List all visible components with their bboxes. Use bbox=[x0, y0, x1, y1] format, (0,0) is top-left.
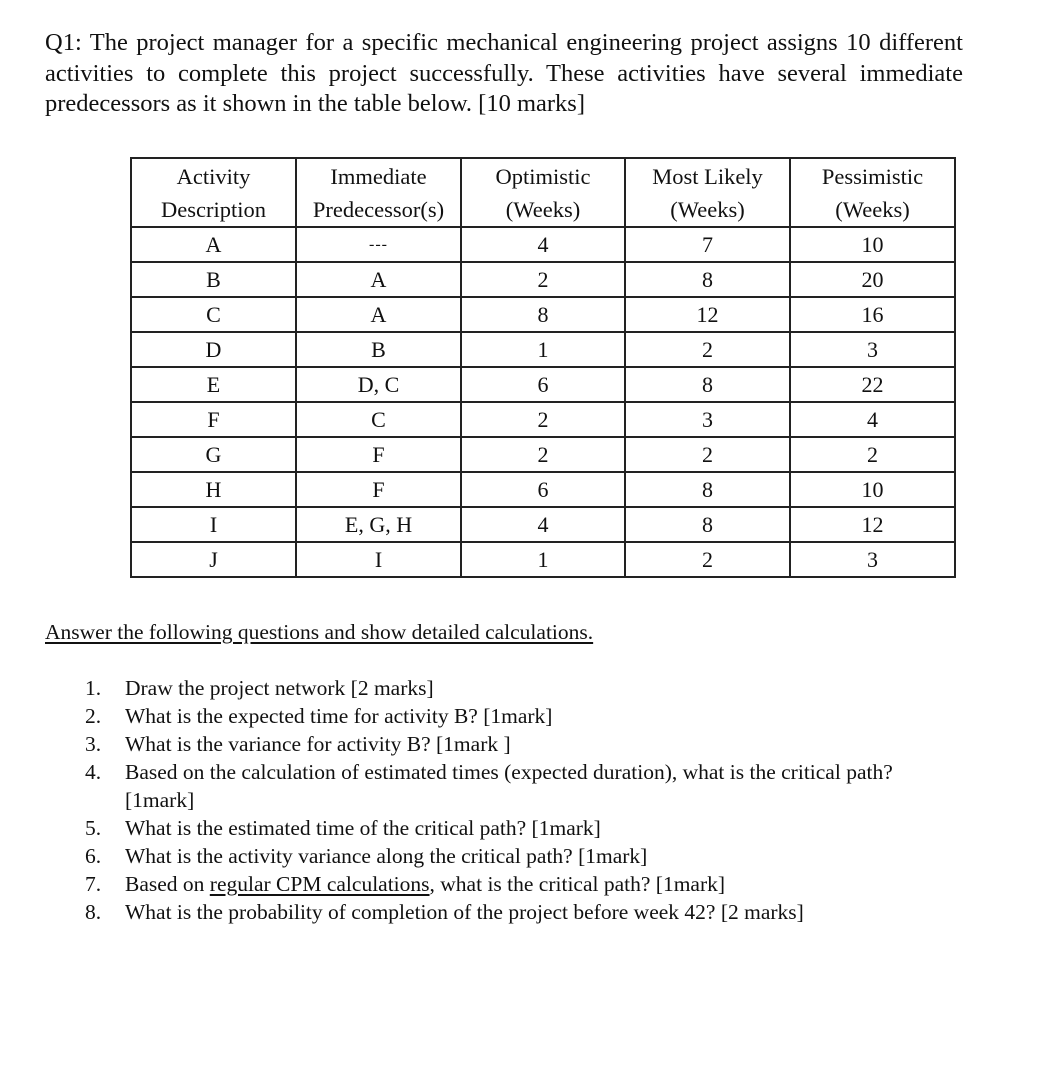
table-row bbox=[131, 297, 955, 332]
header-immediate-predecessors: Immediate Predecessor(s) bbox=[296, 158, 461, 227]
item-text: What is the activity variance along the critical path? [1mark] bbox=[125, 844, 648, 868]
item-number: 8. bbox=[85, 900, 102, 924]
cell-predecessors: --- bbox=[296, 227, 461, 262]
cell-most-likely: 2 bbox=[625, 437, 790, 472]
header-pessimistic: Pessimistic (Weeks) bbox=[790, 158, 955, 227]
item-text: What is the expected time for activity B? [1mark] bbox=[125, 704, 553, 728]
table-header-row bbox=[131, 158, 955, 227]
cell-activity: A bbox=[131, 227, 296, 262]
cell-most-likely: 8 bbox=[625, 262, 790, 297]
cell-pessimistic: 22 bbox=[790, 367, 955, 402]
table-row bbox=[131, 262, 955, 297]
cell-most-likely: 2 bbox=[625, 542, 790, 577]
item-text: What is the probability of completion of the project before week 42? [2 marks] bbox=[125, 900, 804, 924]
list-item bbox=[80, 814, 960, 842]
header-most-likely: Most Likely (Weeks) bbox=[625, 158, 790, 227]
question-intro: Q1: The project manager for a specific mechanical engineering project assigns 10 different activities to complete this project successfully. These activities have several immediate predecessors as it shown in the table below. [10 marks] bbox=[45, 29, 963, 117]
cell-predecessors: B bbox=[296, 332, 461, 367]
cell-most-likely: 7 bbox=[625, 227, 790, 262]
item-text-before: Based on bbox=[125, 872, 210, 896]
table-row bbox=[131, 542, 955, 577]
item-text: Based on the calculation of estimated times (expected duration), what is the critical path? [1mark] bbox=[125, 760, 893, 812]
list-item bbox=[80, 870, 960, 898]
header-optimistic: Optimistic (Weeks) bbox=[461, 158, 625, 227]
cell-predecessors: C bbox=[296, 402, 461, 437]
cell-optimistic: 8 bbox=[461, 297, 625, 332]
cell-pessimistic: 2 bbox=[790, 437, 955, 472]
cell-pessimistic: 10 bbox=[790, 472, 955, 507]
cell-most-likely: 8 bbox=[625, 472, 790, 507]
cell-pessimistic: 3 bbox=[790, 332, 955, 367]
item-number: 3. bbox=[85, 732, 102, 756]
cell-pessimistic: 12 bbox=[790, 507, 955, 542]
question-list bbox=[80, 674, 960, 926]
cell-predecessors: F bbox=[296, 437, 461, 472]
cell-most-likely: 2 bbox=[625, 332, 790, 367]
item-text: What is the estimated time of the critical path? [1mark] bbox=[125, 816, 601, 840]
cell-activity: J bbox=[131, 542, 296, 577]
cell-optimistic: 2 bbox=[461, 402, 625, 437]
item-number: 7. bbox=[85, 872, 102, 896]
header-activity-description: Activity Description bbox=[131, 158, 296, 227]
item-text: What is the variance for activity B? [1mark ] bbox=[125, 732, 511, 756]
cell-activity: D bbox=[131, 332, 296, 367]
item-text-underlined: regular CPM calculations bbox=[209, 872, 430, 896]
table-row bbox=[131, 402, 955, 437]
item-number: 6. bbox=[85, 844, 102, 868]
table-row bbox=[131, 437, 955, 472]
cell-activity: F bbox=[131, 402, 296, 437]
cell-predecessors: E, G, H bbox=[296, 507, 461, 542]
list-item bbox=[80, 674, 960, 702]
cell-pessimistic: 10 bbox=[790, 227, 955, 262]
cell-optimistic: 6 bbox=[461, 472, 625, 507]
activity-table bbox=[130, 157, 956, 578]
cell-predecessors: D, C bbox=[296, 367, 461, 402]
cell-pessimistic: 3 bbox=[790, 542, 955, 577]
cell-most-likely: 3 bbox=[625, 402, 790, 437]
cell-optimistic: 4 bbox=[461, 507, 625, 542]
list-item bbox=[80, 702, 960, 730]
item-number: 4. bbox=[85, 760, 102, 784]
cell-pessimistic: 4 bbox=[790, 402, 955, 437]
table-row bbox=[131, 472, 955, 507]
cell-optimistic: 1 bbox=[461, 542, 625, 577]
item-number: 1. bbox=[85, 676, 102, 700]
cell-optimistic: 6 bbox=[461, 367, 625, 402]
item-number: 5. bbox=[85, 816, 102, 840]
item-text: Draw the project network [2 marks] bbox=[125, 676, 434, 700]
list-item bbox=[80, 898, 960, 926]
cell-most-likely: 8 bbox=[625, 367, 790, 402]
cell-pessimistic: 16 bbox=[790, 297, 955, 332]
table-row bbox=[131, 507, 955, 542]
table-row bbox=[131, 227, 955, 262]
cell-most-likely: 8 bbox=[625, 507, 790, 542]
table-row bbox=[131, 332, 955, 367]
instructions-heading: Answer the following questions and show detailed calculations. bbox=[45, 620, 594, 644]
list-item bbox=[80, 842, 960, 870]
cell-optimistic: 2 bbox=[461, 437, 625, 472]
cell-predecessors: A bbox=[296, 262, 461, 297]
cell-predecessors: A bbox=[296, 297, 461, 332]
cell-optimistic: 2 bbox=[461, 262, 625, 297]
cell-activity: B bbox=[131, 262, 296, 297]
item-number: 2. bbox=[85, 704, 102, 728]
table-row bbox=[131, 367, 955, 402]
cell-optimistic: 4 bbox=[461, 227, 625, 262]
cell-activity: E bbox=[131, 367, 296, 402]
cell-activity: G bbox=[131, 437, 296, 472]
cell-activity: H bbox=[131, 472, 296, 507]
cell-activity: I bbox=[131, 507, 296, 542]
cell-activity: C bbox=[131, 297, 296, 332]
list-item bbox=[80, 758, 960, 814]
cell-most-likely: 12 bbox=[625, 297, 790, 332]
cell-predecessors: F bbox=[296, 472, 461, 507]
cell-predecessors: I bbox=[296, 542, 461, 577]
list-item bbox=[80, 730, 960, 758]
cell-pessimistic: 20 bbox=[790, 262, 955, 297]
cell-optimistic: 1 bbox=[461, 332, 625, 367]
item-text-after: , what is the critical path? [1mark] bbox=[429, 872, 726, 896]
